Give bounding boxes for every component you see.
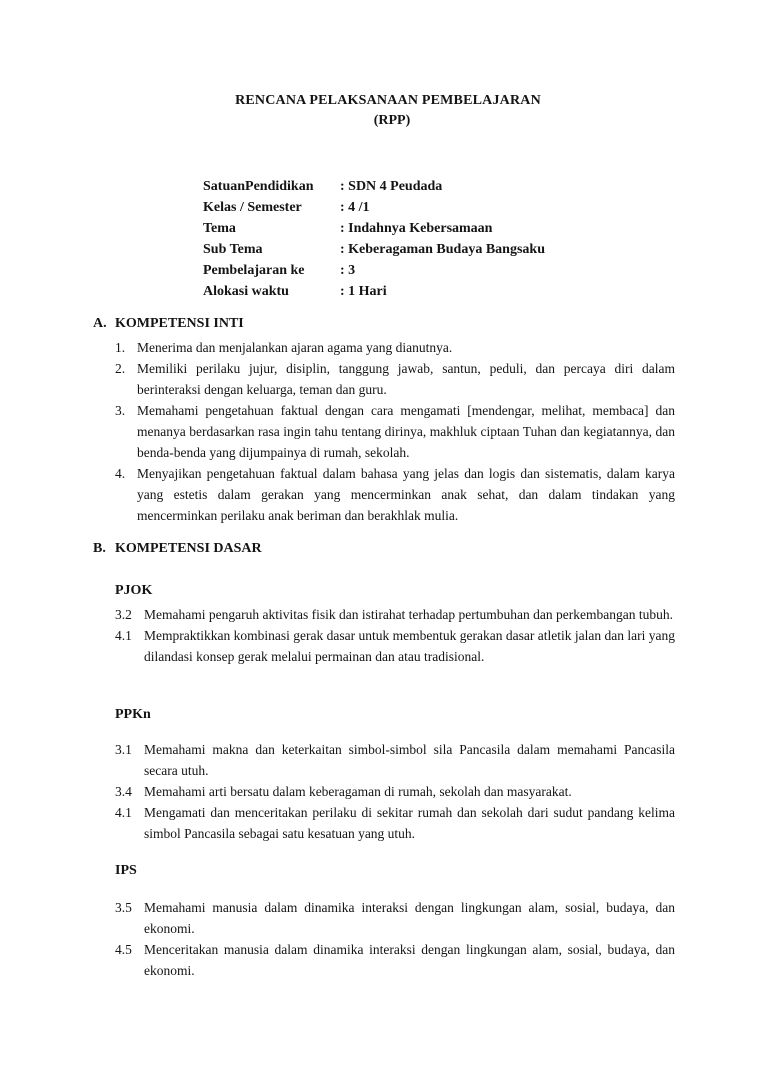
identity-row [203,239,545,260]
identity-row [203,281,545,302]
item-text: Menceritakan manusia dalam dinamika interaksi dengan lingkungan alam, sosial, budaya, dan ekonomi. [144,942,675,978]
item-number: 4.1 [115,628,132,643]
section-title: KOMPETENSI DASAR [115,541,262,556]
identity-value: : 3 [340,263,356,278]
item-number: 3.5 [115,900,132,915]
item-text: Mempraktikkan kombinasi gerak dasar untuk membentuk gerakan dasar atletik jalan dan lari yang dilandasi konsep gerak melalui permainan dan atau tradisional. [144,628,675,664]
item-number: 3. [115,403,126,418]
item-text: Memahami manusia dalam dinamika interaksi dengan lingkungan alam, sosial, budaya, dan ekonomi. [144,900,675,936]
list-item [115,400,675,463]
list-item [115,463,675,526]
item-text: Mengamati dan menceritakan perilaku di sekitar rumah dan sekolah dari sudut pandang kelima simbol Pancasila sebagai satu kesatuan yang utuh. [144,805,675,841]
item-number: 2. [115,361,126,376]
item-text: Menyajikan pengetahuan faktual dalam bahasa yang jelas dan logis dan sistematis, dalam karya yang estetis dalam gerakan yang mencerminkan anak sehat, dan dalam tindakan yang mencerminkan perilaku anak beriman dan berakhlak mulia. [137,466,675,523]
identity-value: : 1 Hari [340,284,387,299]
item-text: Memahami makna dan keterkaitan simbol-simbol sila Pancasila dalam memahami Pancasila secara utuh. [144,742,675,778]
list-item [115,337,675,358]
list-item [115,781,675,802]
identity-value: : 4 /1 [340,200,370,215]
identity-value: : Keberagaman Budaya Bangsaku [340,242,545,257]
item-number: 4.1 [115,805,132,820]
list-item [115,358,675,400]
list-item [115,897,675,939]
item-number: 3.1 [115,742,132,757]
identity-label: SatuanPendidikan [203,179,314,194]
item-text: Memahami pengetahuan faktual dengan cara mengamati [mendengar, melihat, membaca] dan menanya berdasarkan rasa ingin tahu tentang dirinya, makhluk ciptaan Tuhan dan kegiatannya, dan benda-benda yang dijumpainya di rumah, sekolah. [137,403,675,460]
list-item [115,802,675,844]
identity-row [203,197,545,218]
item-number: 1. [115,340,126,355]
identity-label: Alokasi waktu [203,284,289,299]
item-text: Memahami pengaruh aktivitas fisik dan istirahat terhadap pertumbuhan dan perkembangan tubuh. [144,607,673,622]
item-number: 3.4 [115,784,132,799]
subject-heading-pjok: PJOK [115,583,153,598]
identity-label: Pembelajaran ke [203,263,305,278]
identity-row [203,260,545,281]
list-item [115,939,675,981]
identity-label: Kelas / Semester [203,200,302,215]
section-heading-kompetensi-inti [93,316,244,332]
section-letter: A. [93,316,107,331]
subject-heading-ips: IPS [115,863,137,878]
list-item [115,625,675,667]
subject-heading-ppkn: PPKn [115,707,151,722]
section-title: KOMPETENSI INTI [115,316,244,331]
item-number: 3.2 [115,607,132,622]
document-subtitle: (RPP) [373,113,411,128]
identity-row [203,218,545,239]
identity-value: : Indahnya Kebersamaan [340,221,493,236]
ppkn-list [115,739,675,844]
item-text: Memiliki perilaku jujur, disiplin, tanggung jawab, santun, peduli, dan percaya diri dalam berinteraksi dengan keluarga, teman dan guru. [137,361,675,397]
section-letter: B. [93,541,106,556]
list-item [115,604,675,625]
identity-table [203,176,545,302]
identity-label: Tema [203,221,236,236]
item-number: 4.5 [115,942,132,957]
item-text: Menerima dan menjalankan ajaran agama yang dianutnya. [137,340,453,355]
item-text: Memahami arti bersatu dalam keberagaman di rumah, sekolah dan masyarakat. [144,784,572,799]
section-heading-kompetensi-dasar [93,541,262,557]
document-title: RENCANA PELAKSANAAN PEMBELAJARAN [235,93,541,108]
identity-row [203,176,545,197]
identity-value: : SDN 4 Peudada [340,179,443,194]
identity-label: Sub Tema [203,242,263,257]
pjok-list [115,604,675,667]
list-item [115,739,675,781]
ips-list [115,897,675,981]
item-number: 4. [115,466,126,481]
kompetensi-inti-list [115,337,675,526]
